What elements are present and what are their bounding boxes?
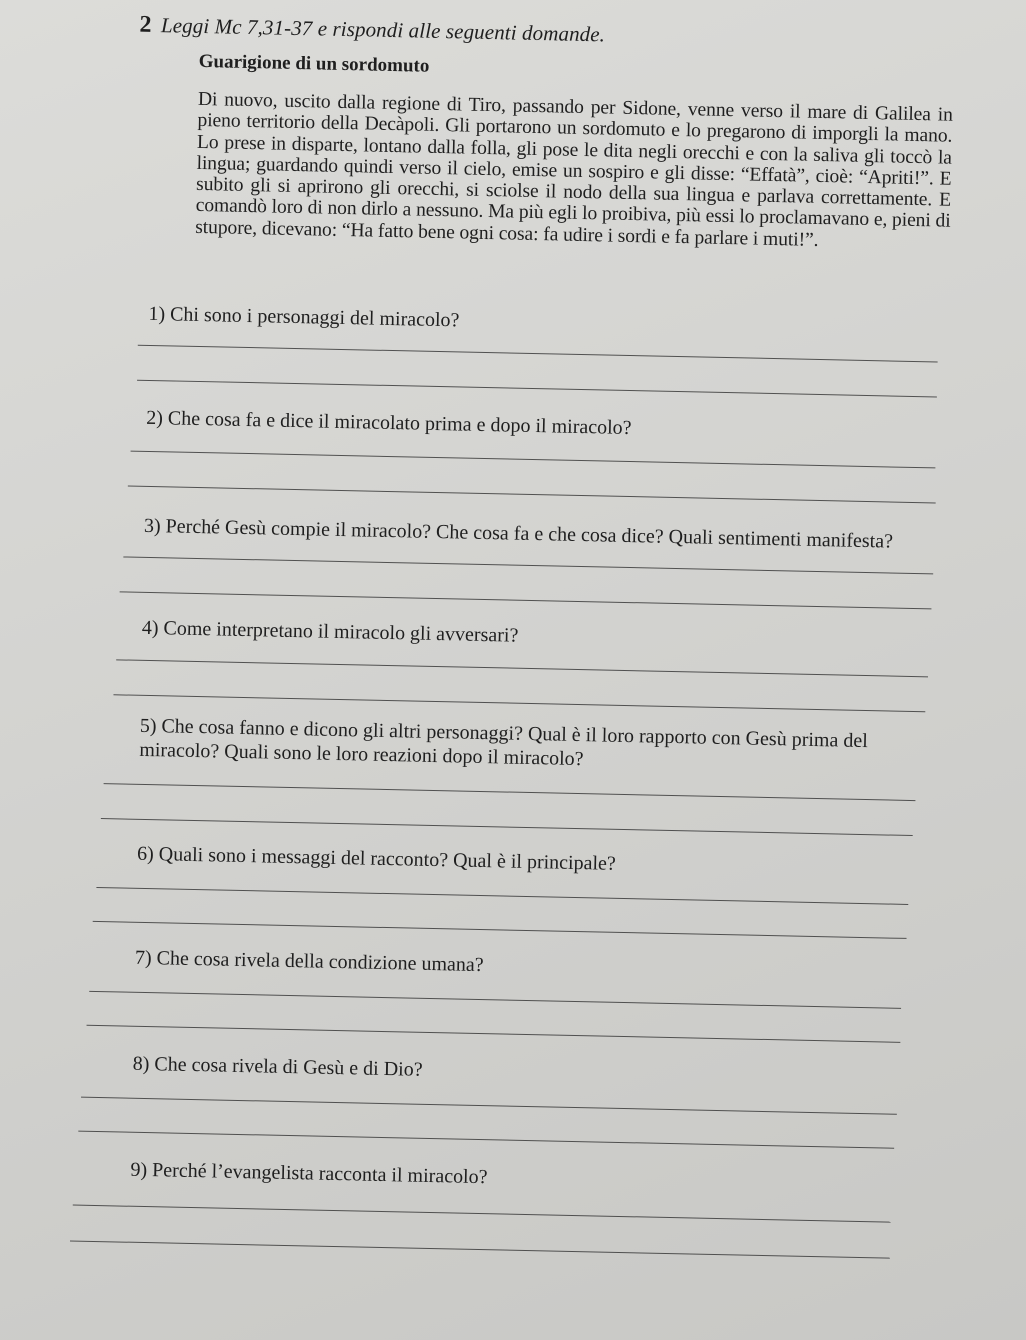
answer-line-5b[interactable] xyxy=(101,818,913,836)
question-8: 8) Che cosa rivela di Gesù e di Dio? xyxy=(132,1052,423,1081)
question-2: 2) Che cosa fa e dice il miracolato prima e dopo il miracolo? xyxy=(146,406,632,440)
answer-line-2a[interactable] xyxy=(131,451,936,469)
answer-line-4a[interactable] xyxy=(116,659,928,677)
question-7: 7) Che cosa rivela della condizione umana? xyxy=(134,946,484,977)
exercise-instruction xyxy=(139,12,605,49)
question-4: 4) Come interpretano il miracolo gli avversari? xyxy=(141,616,519,647)
answer-line-6b[interactable] xyxy=(93,921,907,939)
answer-line-4b[interactable] xyxy=(113,694,925,712)
passage-text: Di nuovo, uscito dalla regione di Tiro, passando per Sidone, venne verso il mare di Galilea in pieno territorio della Decàpoli. Gli portarono un sordomuto e lo pregarono di imporgli la mano. Lo prese in disparte, lontano dalla folla, gli pose le dita negli orecchi e con la saliva gli toccò la lingua; guardando quindi verso il cielo, emise un sospiro e gli disse: “Effatà”, cioè: “Apriti!”. E subito gli si aprirono gli orecchi, si sciolse il nodo della sua lingua e parlava correttamente. E comandò loro di non dirlo a nessuno. Ma più egli lo proibiva, più essi lo proclamavano e, pieni di stupore, dicevano: “Ha fatto bene ogni cosa: fa udire i sordi e fa parlare i muti!”. xyxy=(195,88,954,251)
question-9: 9) Perché l’evangelista racconta il miracolo? xyxy=(130,1158,488,1189)
answer-line-9a[interactable] xyxy=(73,1205,891,1223)
answer-line-7b[interactable] xyxy=(87,1025,901,1043)
exercise-instruction-text: Leggi Mc 7,31-37 e rispondi alle seguenti domande. xyxy=(160,13,606,47)
passage-title: Guarigione di un sordomuto xyxy=(198,50,430,77)
worksheet xyxy=(32,0,960,1340)
answer-line-6a[interactable] xyxy=(96,887,908,905)
answer-line-9b[interactable] xyxy=(70,1240,890,1258)
question-6: 6) Quali sono i messaggi del racconto? Qual è il principale? xyxy=(136,842,616,875)
answer-line-8a[interactable] xyxy=(81,1097,897,1115)
answer-line-3a[interactable] xyxy=(123,556,933,574)
answer-line-7a[interactable] xyxy=(89,991,901,1009)
question-1: 1) Chi sono i personaggi del miracolo? xyxy=(148,302,460,332)
answer-line-5a[interactable] xyxy=(104,783,916,801)
answer-line-2b[interactable] xyxy=(128,486,936,504)
question-5: 5) Che cosa fanno e dicono gli altri personaggi? Qual è il loro rapporto con Gesù prima del miracolo? Quali sono le loro reazioni dopo il miracolo? xyxy=(139,714,869,771)
answer-line-8b[interactable] xyxy=(78,1131,894,1149)
answer-line-1b[interactable] xyxy=(137,380,937,398)
exercise-number: 2 xyxy=(139,11,152,38)
question-3: 3) Perché Gesù compie il miracolo? Che cosa fa e che cosa dice? Quali sentimenti manifesta? xyxy=(143,514,894,553)
answer-line-1a[interactable] xyxy=(138,345,938,363)
answer-line-3b[interactable] xyxy=(120,591,932,609)
